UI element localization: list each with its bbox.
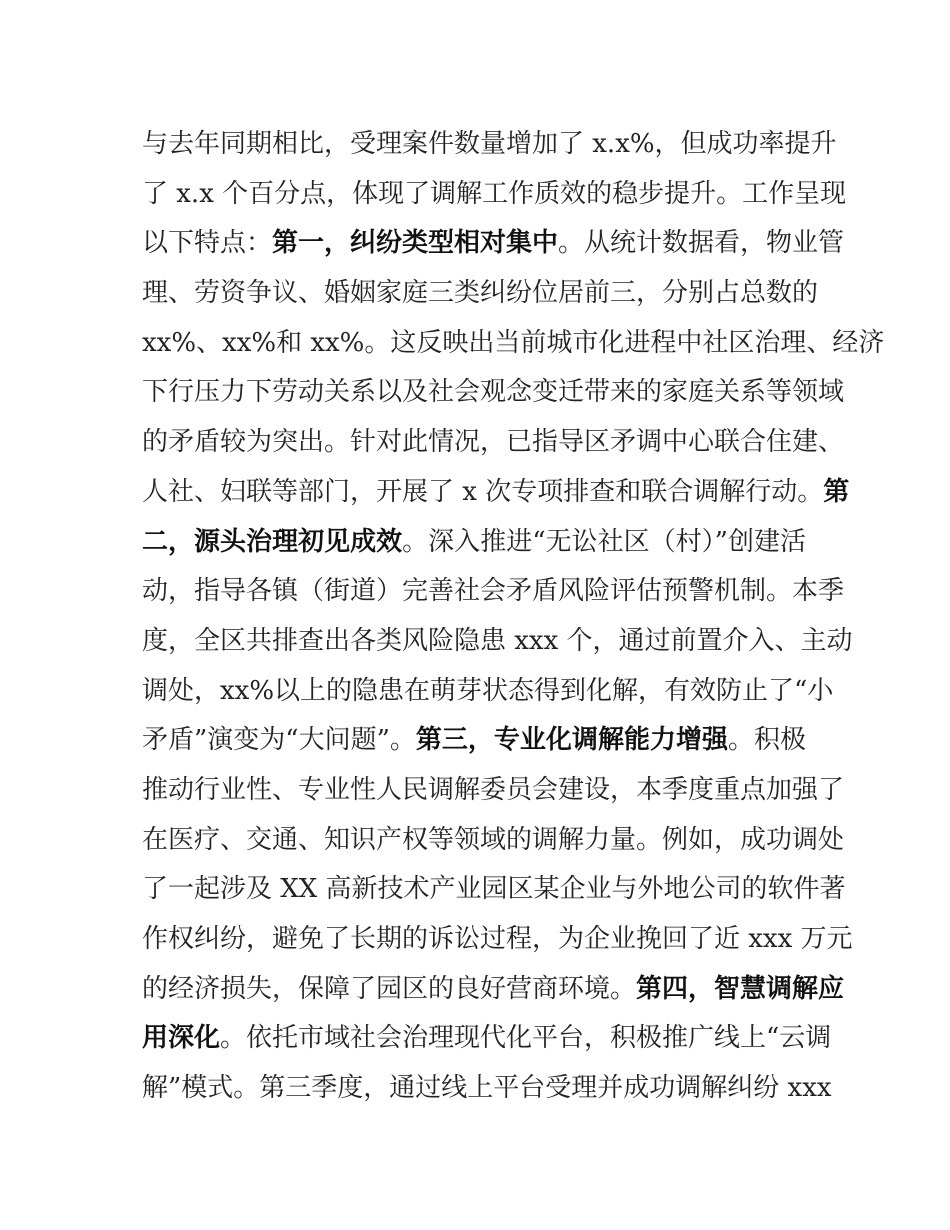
body-text: 解”模式。第三季度，通过线上平台受理并成功调解纠纷 xxx [142,1073,832,1104]
paragraph-line [142,170,847,220]
body-text: 动，指导各镇（街道）完善社会矛盾风险评估预警机制。本季 [142,576,845,607]
paragraph-line [142,816,845,866]
paragraph-line [142,1014,832,1064]
paragraph-line [142,418,845,468]
bold-heading-text: 用深化 [142,1023,221,1054]
document-page [142,120,885,1114]
body-text: 与去年同期相比，受理案件数量增加了 x.x%，但成功率提升 [142,129,837,159]
bold-heading-text: 第一，纠纷类型相对集中 [272,228,559,259]
paragraph-line [142,716,806,766]
body-text: 理、劳资争议、婚姻家庭三类纠纷位居前三，分别占总数的 [142,278,819,309]
body-text: xx%、xx%和 xx%。这反映出当前城市化进程中社区治理、经济 [142,327,885,358]
body-text: 矛盾”演变为“大问题”。 [142,725,416,756]
body-text: 在医疗、交通、知识产权等领域的调解力量。例如，成功调处 [142,824,845,855]
body-text: 作权纠纷，避免了长期的诉讼过程，为企业挽回了近 xxx 万元 [142,924,853,954]
paragraph-line [142,865,846,915]
paragraph-line [142,319,885,369]
body-text: 人社、妇联等部门，开展了 x 次专项排查和联合调解行动。 [142,476,824,507]
paragraph-line [142,120,837,170]
body-text: 。依托市域社会治理现代化平台，积极推广线上“云调 [220,1023,832,1054]
body-text: 。积极 [727,725,806,756]
body-text: 推动行业性、专业性人民调解委员会建设，本季度重点加强了 [142,774,845,805]
paragraph-line [142,617,853,667]
body-text: 的矛盾较为突出。针对此情况，已指导区矛调中心联合住建、 [142,427,845,458]
body-text: 以下特点： [142,228,273,259]
paragraph-line [142,965,845,1015]
paragraph-line [142,518,806,568]
paragraph-line [142,667,834,717]
paragraph-line [142,1064,832,1114]
body-text: 了一起涉及 XX 高新技术产业园区某企业与外地公司的软件著 [142,874,846,905]
body-text: 了 x.x 个百分点，体现了调解工作质效的稳步提升。工作呈现 [142,178,847,209]
paragraph-line [142,567,845,617]
body-text: 。从统计数据看，物业管 [558,228,845,259]
paragraph-line [142,915,853,965]
body-text: 。深入推进“无讼社区（村）”创建活 [402,526,806,557]
paragraph-line [142,269,819,319]
bold-heading-text: 第四，智慧调解应 [636,973,845,1004]
body-text: 下行压力下劳动关系以及社会观念变迁带来的家庭关系等领域 [142,377,845,408]
bold-heading-text: 第 [823,476,850,507]
body-text: 度，全区共排查出各类风险隐患 xxx 个，通过前置介入、主动 [142,625,853,656]
body-text: 的经济损失，保障了园区的良好营商环境。 [142,973,637,1004]
body-text: 调处，xx%以上的隐患在萌芽状态得到化解，有效防止了“小 [142,675,834,706]
paragraph-line [142,368,845,418]
bold-heading-text: 第三，专业化调解能力增强 [415,725,728,756]
paragraph-line [142,219,845,269]
paragraph-line [142,766,845,816]
bold-heading-text: 二，源头治理初见成效 [142,526,403,557]
paragraph-line [142,468,850,518]
